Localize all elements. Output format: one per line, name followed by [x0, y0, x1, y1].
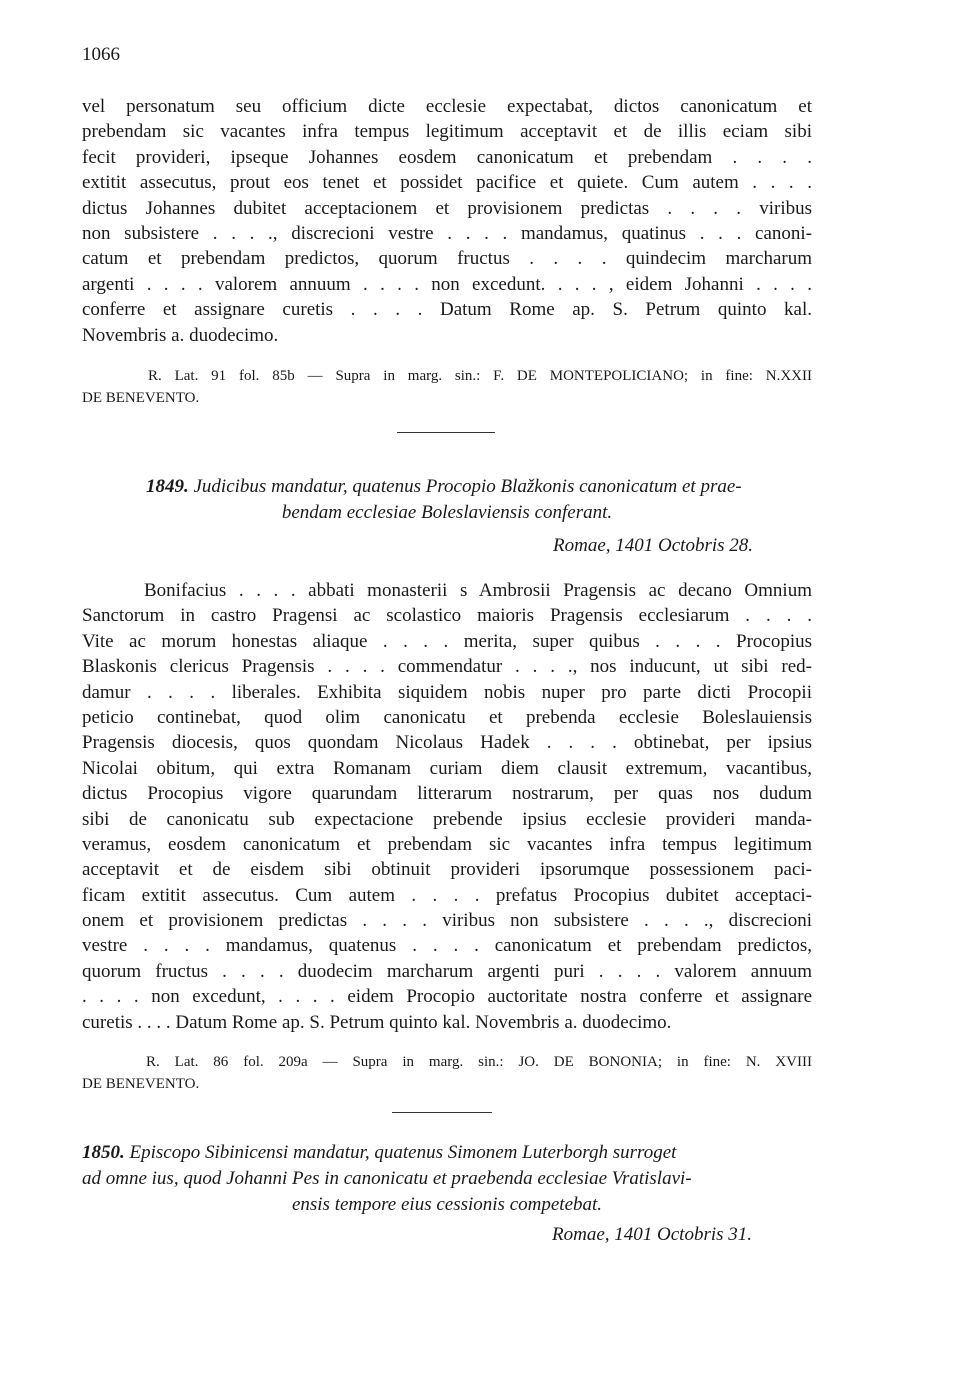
text-line: Sanctorum in castro Pragensi ac scolastico maioris Pragensis ecclesiarum . . . . — [82, 605, 812, 627]
text-line: sibi de canonicatu sub expectacione prebende ipsius ecclesie provideri manda- — [82, 808, 812, 830]
doc1850-title-line: ensis tempore eius cessionis competebat. — [291, 1194, 603, 1215]
page-number: 1066 — [82, 44, 120, 65]
text-line: onem et provisionem predictas . . . . viribus non subsistere . . . ., discrecioni — [82, 910, 812, 932]
doc1-reference — [82, 365, 812, 409]
text-line: vel personatum seu officium dicte ecclesie expectabat, dictos canonicatum et — [82, 96, 812, 117]
text-line: ficam extitit assecutus. Cum autem . . . . prefatus Procopius dubitet acceptaci- — [82, 884, 812, 906]
text-line: . . . . non excedunt, . . . . eidem Procopio auctoritate nostra conferre et assignare — [82, 986, 812, 1008]
doc1849-heading — [82, 474, 812, 526]
text-line: dictus Johannes dubitet acceptacionem et provisionem predictas . . . . viribus — [82, 197, 812, 219]
text-line: damur . . . . liberales. Exhibita siquidem nobis nuper pro parte dicti Procopii — [82, 681, 812, 703]
doc1849-title-line: bendam ecclesiae Boleslaviensis conferant. — [281, 502, 613, 523]
text-line: Vite ac morum honestas aliaque . . . . merita, super quibus . . . . Procopius — [82, 630, 812, 652]
text-line: conferre et assignare curetis . . . . Datum Rome ap. S. Petrum quinto kal. — [82, 299, 812, 321]
doc1-body — [82, 94, 812, 348]
doc1850-heading — [82, 1140, 812, 1218]
reference-line: R. Lat. 91 fol. 85b — Supra in marg. sin.: F. DE MONTEPOLICIANO; in fine: N.XXII — [148, 368, 812, 384]
text-line: Pragensis diocesis, quos quondam Nicolaus Hadek . . . . obtinebat, per ipsius — [82, 732, 812, 754]
reference-line: DE BENEVENTO. — [82, 390, 200, 406]
text-line: vestre . . . . mandamus, quatenus . . . . canonicatum et prebendam predictos, — [82, 935, 812, 957]
text-line: fecit provideri, ipseque Johannes eosdem canonicatum et prebendam . . . . — [82, 146, 812, 168]
separator-rule — [397, 432, 495, 433]
reference-line: R. Lat. 86 fol. 209a — Supra in marg. sin.: JO. DE BONONIA; in fine: N. XVIII — [146, 1054, 812, 1070]
text-line: Nicolai obitum, qui extra Romanam curiam diem clausit extremum, vacantibus, — [82, 757, 812, 779]
doc1850-title-line: Episcopo Sibinicensi mandatur, quatenus Simonem Luterborgh surroget — [129, 1142, 677, 1163]
doc1849-title-line: Judicibus mandatur, quatenus Procopio Blažkonis canonicatum et prae- — [193, 476, 742, 497]
text-line: curetis . . . . Datum Rome ap. S. Petrum quinto kal. Novembris a. duodecimo. — [82, 1011, 672, 1033]
doc1849-number: 1849. — [146, 476, 189, 497]
text-line: non subsistere . . . ., discrecioni vestre . . . . mandamus, quatinus . . . canoni- — [82, 222, 812, 244]
doc1849-date: Romae, 1401 Octobris 28. — [553, 535, 754, 556]
text-line: catum et prebendam predictos, quorum fructus . . . . quindecim marcharum — [82, 248, 812, 270]
text-line: acceptavit et de eisdem sibi obtinuit provideri ipsorumque possessionem paci- — [82, 859, 812, 881]
text-line: peticio continebat, quod olim canonicatu et prebenda ecclesie Boleslauiensis — [82, 706, 812, 728]
text-line: argenti . . . . valorem annuum . . . . non excedunt. . . . , eidem Johanni . . . . — [82, 273, 812, 295]
doc1850-title-line: ad omne ius, quod Johanni Pes in canonicatu et praebenda ecclesiae Vratislavi- — [82, 1168, 692, 1189]
text-line: Bonifacius . . . . abbati monasterii s Ambrosii Pragensis ac decano Omnium — [144, 580, 812, 601]
text-line: dictus Procopius vigore quarundam litterarum nostrarum, per quas nos dudum — [82, 783, 812, 805]
text-line: extitit assecutus, prout eos tenet et possidet pacifice et quiete. Cum autem . . . . — [82, 172, 812, 194]
text-line: veramus, eosdem canonicatum et prebendam sic vacantes infra tempus legitimum — [82, 833, 812, 855]
doc1849-reference — [82, 1051, 812, 1095]
text-line: Blaskonis clericus Pragensis . . . . commendatur . . . ., nos inducunt, ut sibi red- — [82, 656, 812, 678]
doc1850-number: 1850. — [82, 1142, 125, 1163]
text-line: prebendam sic vacantes infra tempus legitimum acceptavit et de illis eciam sibi — [82, 121, 812, 143]
reference-line: DE BENEVENTO. — [82, 1076, 200, 1092]
doc1849-body — [82, 578, 812, 1035]
text-line: quorum fructus . . . . duodecim marcharum argenti puri . . . . valorem annuum — [82, 960, 812, 982]
separator-rule — [392, 1112, 492, 1113]
doc1850-date: Romae, 1401 Octobris 31. — [552, 1224, 753, 1245]
text-line: Novembris a. duodecimo. — [82, 324, 279, 346]
